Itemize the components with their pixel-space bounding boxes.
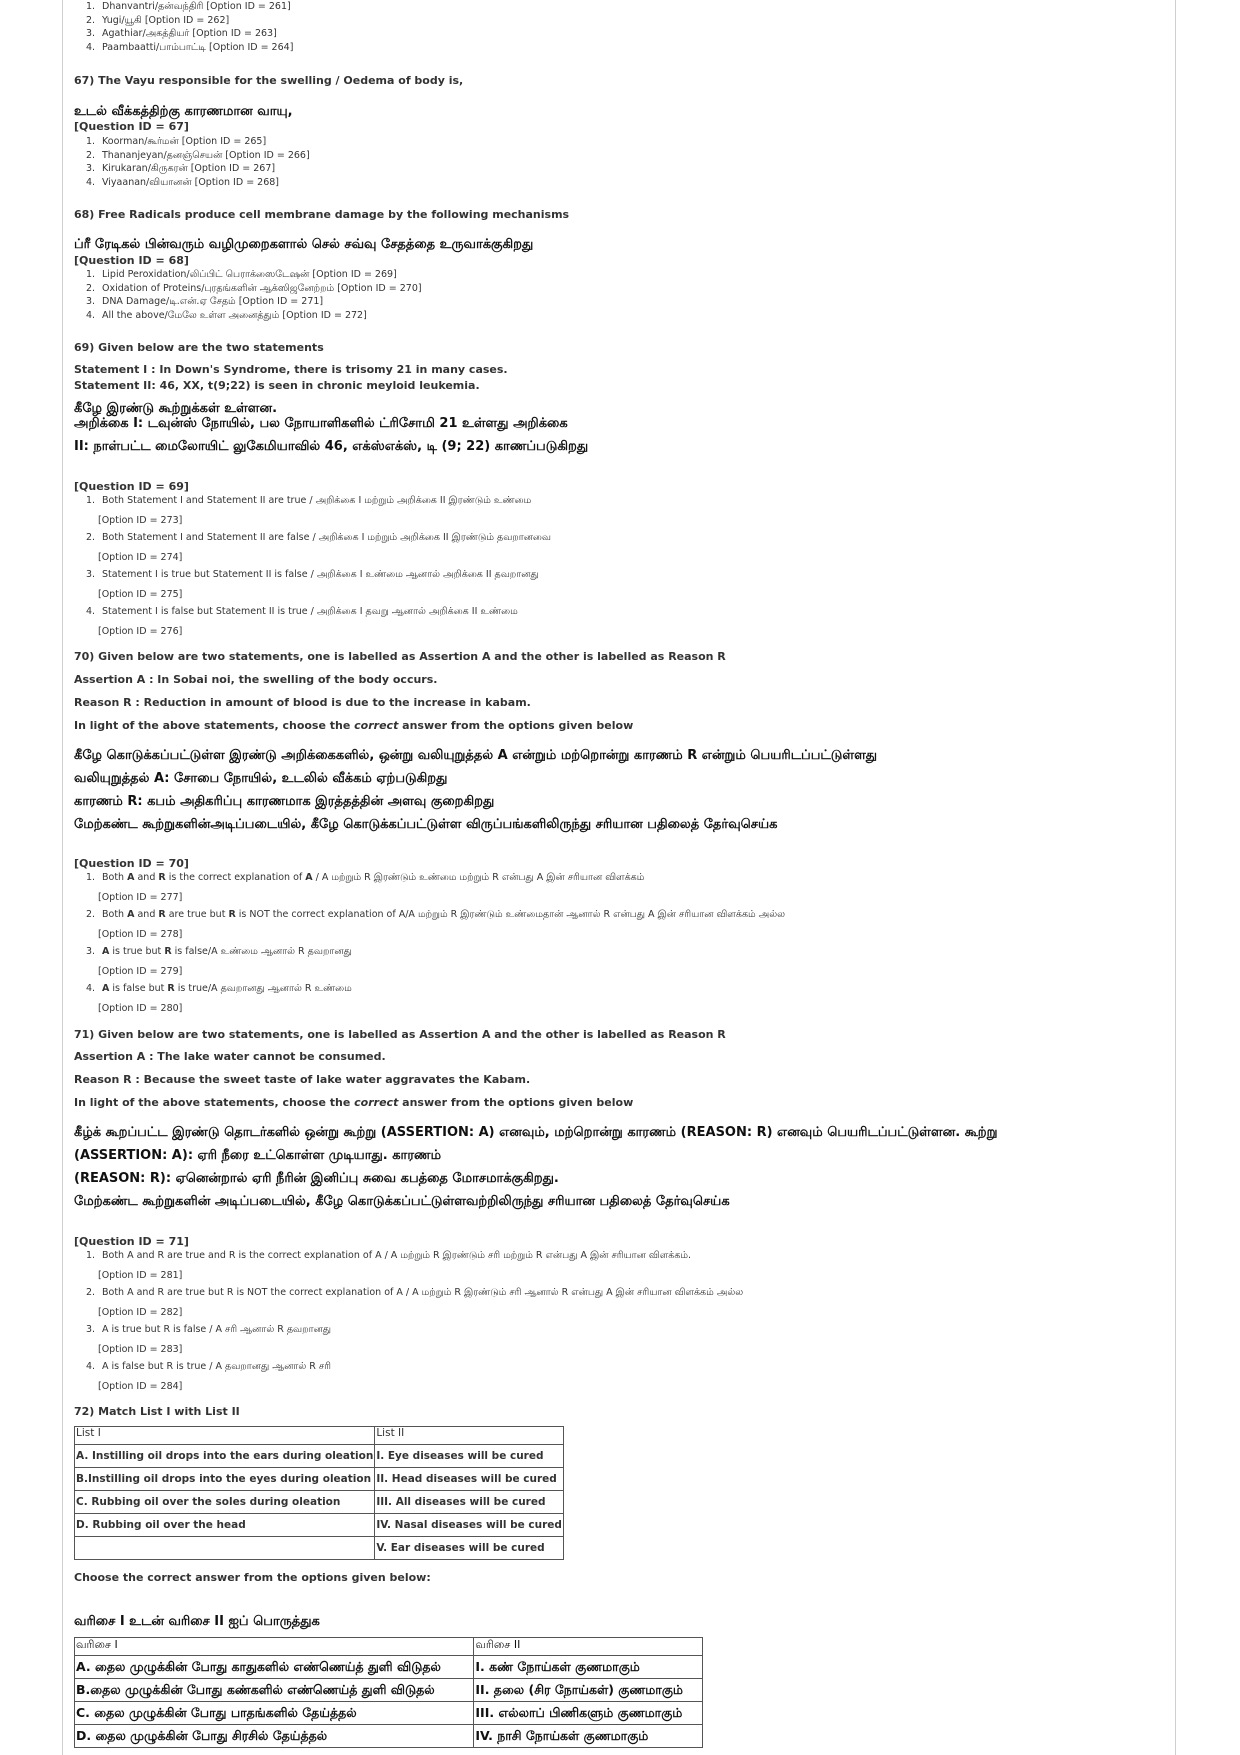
option-text: Both A and R are true but R is NOT the correct explanation of A / A மற்றும் R இரண்டும் சரி ஆனால் R என்பது A இன் சரியான விளக்கம் அல்ல: [102, 1287, 744, 1298]
table-cell: C. தைல முழுக்கின் போது பாதங்களில் தேய்த்தல்: [75, 1702, 474, 1725]
table-cell: D. Rubbing oil over the head: [75, 1514, 375, 1537]
option-text: Both A and R are true and R is the correct explanation of A / A மற்றும் R இரண்டும் சரி மற்றும் R என்பது A இன் சரியான விளக்கம்.: [102, 1250, 692, 1261]
option-item: [86, 149, 310, 163]
q67-options: [74, 135, 310, 189]
table-cell: II. தலை (சிர நோய்கள்) குணமாகும்: [474, 1679, 703, 1702]
q71-instruction: In light of the above statements, choose the correct answer from the options given below: [74, 1096, 634, 1109]
option-number: 3.: [86, 296, 96, 307]
q71-tamil-4: மேற்கண்ட கூற்றுகளின் அடிப்படையில், கீழே கொடுக்கப்பட்டுள்ளவற்றிலிருந்து சரியான பதிலைத் தேர்வுசெய்க: [74, 1194, 730, 1209]
option-number: 2.: [86, 1287, 96, 1298]
q68-options: [74, 268, 422, 322]
option-text: Kirukaran/கிருகரன் [Option ID = 267]: [102, 163, 276, 174]
q70-tamil-1: கீழே கொடுக்கப்பட்டுள்ள இரண்டு அறிக்கைகளில், ஒன்று வலியுறுத்தல் A என்றும் மற்றொன்று காரணம் R என்றும் பெயரிடப்பட்டுள்ளது: [74, 748, 878, 763]
option-number: 3.: [86, 1324, 96, 1335]
table-cell: V. Ear diseases will be cured: [375, 1537, 564, 1560]
table-cell: IV. நாசி நோய்கள் குணமாகும்: [474, 1725, 703, 1748]
option-number: 1.: [86, 1250, 96, 1261]
option-number: 2.: [86, 149, 96, 161]
q70-tamil-3: காரணம் R: கபம் அதிகரிப்பு காரணமாக இரத்தத்தின் அளவு குறைகிறது: [74, 794, 495, 809]
option-text: Agathiar/அகத்தியர் [Option ID = 263]: [102, 28, 277, 39]
q69-tamil-1: கீழே இரண்டு கூற்றுக்கள் உள்ளன.: [74, 401, 278, 416]
table-row: [75, 1537, 564, 1560]
table-row: [75, 1491, 564, 1514]
option-number: 3.: [86, 163, 96, 174]
q68-heading: 68) Free Radicals produce cell membrane damage by the following mechanisms: [74, 208, 570, 221]
q71-reason: Reason R : Because the sweet taste of lake water aggravates the Kabam.: [74, 1073, 531, 1086]
option-item: [86, 494, 551, 527]
q67-heading: 67) The Vayu responsible for the swelling / Oedema of body is,: [74, 74, 464, 87]
option-item: [86, 282, 422, 296]
option-item: [86, 982, 785, 1015]
q70-options: [74, 871, 785, 1019]
option-id: [Option ID = 276]: [98, 625, 183, 637]
table-row: [75, 1702, 703, 1725]
q66-options: [74, 0, 293, 54]
table-cell: List I: [75, 1427, 375, 1445]
option-id: [Option ID = 278]: [98, 928, 183, 940]
option-item: [86, 568, 551, 601]
q71-tamil-3: (REASON: R): ஏனென்றால் ஏரி நீரின் இனிப்பு சுவை கபத்தை மோசமாக்குகிறது.: [74, 1171, 559, 1186]
option-text: Statement I is false but Statement II is true / அறிக்கை I தவறு ஆனால் அறிக்கை II உண்மை: [102, 606, 518, 617]
q67-question-id: [Question ID = 67]: [74, 120, 189, 133]
option-number: 1.: [86, 872, 96, 883]
table-cell: II. Head diseases will be cured: [375, 1468, 564, 1491]
option-id: [Option ID = 279]: [98, 965, 183, 977]
table-row: [75, 1427, 564, 1445]
q70-heading: 70) Given below are two statements, one is labelled as Assertion A and the other is labelled as Reason R: [74, 650, 726, 663]
option-text: DNA Damage/டி.என்.ஏ சேதம் [Option ID = 271]: [102, 296, 324, 307]
q70-question-id: [Question ID = 70]: [74, 857, 189, 870]
q72-match-table-english: [74, 1426, 564, 1560]
table-cell: B.தைல முழுக்கின் போது கண்களில் எண்ணெய்த் துளி விடுதல்: [75, 1679, 474, 1702]
option-number: 3.: [86, 28, 96, 39]
table-cell: I. கண் நோய்கள் குணமாகும்: [474, 1656, 703, 1679]
option-number: 3.: [86, 946, 96, 957]
option-text: Paambaatti/பாம்பாட்டி [Option ID = 264]: [102, 41, 294, 53]
table-row: [75, 1514, 564, 1537]
option-number: 4.: [86, 1361, 96, 1372]
q71-options: [74, 1249, 743, 1397]
table-cell: III. All diseases will be cured: [375, 1491, 564, 1514]
option-item: [86, 135, 310, 149]
option-number: 1.: [86, 136, 96, 147]
table-cell: D. தைல முழுக்கின் போது சிரசில் தேய்த்தல்: [75, 1725, 474, 1748]
option-text: Both A and R are true but R is NOT the correct explanation of A/A மற்றும் R இரண்டும் உண்மைதான் ஆனால் R என்பது A இன் சரியான விளக்கம் அல்ல: [102, 909, 786, 920]
table-cell: IV. Nasal diseases will be cured: [375, 1514, 564, 1537]
q67-block: [74, 74, 463, 87]
q69-statement-2: Statement II: 46, XX, t(9;22) is seen in chronic meyloid leukemia.: [74, 379, 480, 392]
table-cell: A. Instilling oil drops into the ears during oleation: [75, 1445, 375, 1468]
option-number: 1.: [86, 1, 96, 12]
option-item: [86, 1323, 743, 1356]
option-text: Dhanvantri/தன்வந்திரி [Option ID = 261]: [102, 1, 291, 12]
option-text: A is false but R is true/A தவறானது ஆனால் R உண்மை: [102, 983, 352, 994]
option-text: Both A and R is the correct explanation of A / A மற்றும் R இரண்டும் உண்மை மற்றும் R என்பது A இன் சரியான விளக்கம்: [102, 872, 645, 883]
option-text: Oxidation of Proteins/புரதங்களின் ஆக்ஸிஜனேற்றம் [Option ID = 270]: [102, 282, 422, 294]
option-item: [86, 871, 785, 904]
table-cell: வரிசை II: [474, 1638, 703, 1656]
option-number: 3.: [86, 569, 96, 580]
option-number: 2.: [86, 909, 96, 920]
option-text: A is true but R is false/A உண்மை ஆனால் R தவறானது: [102, 946, 352, 957]
option-text: All the above/மேலே உள்ள அனைத்தும் [Option ID = 272]: [102, 309, 367, 321]
q71-question-id: [Question ID = 71]: [74, 1235, 189, 1248]
q72-tamil-title: வரிசை I உடன் வரிசை II ஐப் பொருத்துக: [74, 1614, 320, 1629]
table-cell: C. Rubbing oil over the soles during oleation: [75, 1491, 375, 1514]
q70-tamil-2: வலியுறுத்தல் A: சோபை நோயில், உடலில் வீக்கம் ஏற்படுகிறது: [74, 771, 448, 786]
option-item: [86, 268, 422, 282]
option-id: [Option ID = 273]: [98, 514, 183, 526]
option-number: 1.: [86, 269, 96, 280]
q71-tamil-1: கீழ்க் கூறப்பட்ட இரண்டு தொடர்களில் ஒன்று கூற்று (ASSERTION: A) எனவும், மற்றொன்று காரணம் (REASON: R) எனவும் பெயரிடப்பட்டுள்ளன. கூற்று: [74, 1125, 998, 1140]
option-item: [86, 41, 293, 55]
q68-tamil: ப்ரீ ரேடிகல் பின்வரும் வழிமுறைகளால் செல் சவ்வு சேதத்தை உருவாக்குகிறது: [74, 237, 534, 252]
q70-reason: Reason R : Reduction in amount of blood is due to the increase in kabam.: [74, 696, 531, 709]
option-number: 4.: [86, 176, 96, 188]
q69-statement-1: Statement I : In Down's Syndrome, there is trisomy 21 in many cases.: [74, 363, 508, 376]
table-cell: A. தைல முழுக்கின் போது காதுகளில் எண்ணெய்த் துளி விடுதல்: [75, 1656, 474, 1679]
option-item: [86, 1249, 743, 1282]
table-row: [75, 1468, 564, 1491]
q69-heading: 69) Given below are the two statements: [74, 341, 324, 354]
table-cell: III. எல்லாப் பிணிகளும் குணமாகும்: [474, 1702, 703, 1725]
option-item: [86, 945, 785, 978]
table-cell: வரிசை I: [75, 1638, 474, 1656]
option-item: [86, 162, 310, 176]
option-id: [Option ID = 283]: [98, 1343, 183, 1355]
q68-question-id: [Question ID = 68]: [74, 254, 189, 267]
option-number: 4.: [86, 606, 96, 617]
option-text: Yugi/யூகி [Option ID = 262]: [102, 14, 230, 26]
q67-tamil: உடல் வீக்கத்திற்கு காரணமான வாயு,: [74, 104, 293, 119]
table-cell: I. Eye diseases will be cured: [375, 1445, 564, 1468]
table-cell: List II: [375, 1427, 564, 1445]
option-text: Koorman/கூர்மன் [Option ID = 265]: [102, 136, 267, 147]
option-item: [86, 1286, 743, 1319]
table-row: [75, 1656, 703, 1679]
q70-tamil-4: மேற்கண்ட கூற்றுகளின்அடிப்படையில், கீழே கொடுக்கப்பட்டுள்ள விருப்பங்களிலிருந்து சரியான பதிலைத் தேர்வுசெய்க: [74, 817, 778, 832]
option-id: [Option ID = 281]: [98, 1269, 183, 1281]
option-number: 2.: [86, 282, 96, 294]
option-item: [86, 309, 422, 323]
option-id: [Option ID = 274]: [98, 551, 183, 563]
option-item: [86, 908, 785, 941]
q72-match-table-tamil: [74, 1637, 703, 1748]
table-cell: [75, 1537, 375, 1560]
table-cell: B.Instilling oil drops into the eyes during oleation: [75, 1468, 375, 1491]
q71-assertion: Assertion A : The lake water cannot be consumed.: [74, 1050, 386, 1063]
option-id: [Option ID = 282]: [98, 1306, 183, 1318]
q71-heading: 71) Given below are two statements, one is labelled as Assertion A and the other is labelled as Reason R: [74, 1028, 726, 1041]
option-number: 2.: [86, 532, 96, 543]
q69-tamil-2: அறிக்கை I: டவுன்ஸ் நோயில், பல நோயாளிகளில் ட்ரிசோமி 21 உள்ளது அறிக்கை: [74, 416, 568, 431]
table-row: [75, 1445, 564, 1468]
option-text: A is false but R is true / A தவறானது ஆனால் R சரி: [102, 1361, 332, 1372]
option-text: Lipid Peroxidation/லிப்பிட் பெராக்ஸைடேஷன் [Option ID = 269]: [102, 269, 397, 280]
q72-heading: 72) Match List I with List II: [74, 1405, 240, 1418]
option-item: [86, 531, 551, 564]
option-item: [86, 1360, 743, 1393]
option-text: Thananjeyan/தனஞ்செயன் [Option ID = 266]: [102, 149, 310, 161]
table-row: [75, 1638, 703, 1656]
q69-tamil-3: II: நாள்பட்ட மைலோயிட் லுகேமியாவில் 46, எக்ஸ்எக்ஸ், டி (9; 22) காணப்படுகிறது: [74, 439, 589, 454]
option-number: 4.: [86, 309, 96, 321]
option-id: [Option ID = 275]: [98, 588, 183, 600]
q69-question-id: [Question ID = 69]: [74, 480, 189, 493]
option-text: Viyaanan/வியானன் [Option ID = 268]: [102, 176, 280, 188]
option-item: [86, 295, 422, 309]
option-number: 2.: [86, 14, 96, 26]
option-item: [86, 27, 293, 41]
q72-instruction: Choose the correct answer from the options given below:: [74, 1571, 431, 1584]
option-number: 1.: [86, 495, 96, 506]
option-number: 4.: [86, 983, 96, 994]
q71-tamil-2: (ASSERTION: A): ஏரி நீரை உட்கொள்ள முடியாது. காரணம்: [74, 1148, 442, 1163]
option-item: [86, 176, 310, 190]
table-row: [75, 1679, 703, 1702]
option-id: [Option ID = 284]: [98, 1380, 183, 1392]
option-text: Both Statement I and Statement II are true / அறிக்கை I மற்றும் அறிக்கை II இரண்டும் உண்மை: [102, 495, 532, 506]
q70-assertion: Assertion A : In Sobai noi, the swelling of the body occurs.: [74, 673, 438, 686]
option-id: [Option ID = 277]: [98, 891, 183, 903]
table-row: [75, 1725, 703, 1748]
option-item: [86, 605, 551, 638]
option-text: Both Statement I and Statement II are false / அறிக்கை I மற்றும் அறிக்கை II இரண்டும் தவறானவை: [102, 532, 552, 543]
option-text: Statement I is true but Statement II is false / அறிக்கை I உண்மை ஆனால் அறிக்கை II தவறானது: [102, 569, 539, 580]
q69-options: [74, 494, 551, 642]
option-text: A is true but R is false / A சரி ஆனால் R தவறானது: [102, 1324, 332, 1335]
option-item: [86, 0, 293, 14]
option-item: [86, 14, 293, 28]
option-id: [Option ID = 280]: [98, 1002, 183, 1014]
option-number: 4.: [86, 41, 96, 53]
q70-instruction: In light of the above statements, choose the correct answer from the options given below: [74, 719, 634, 732]
